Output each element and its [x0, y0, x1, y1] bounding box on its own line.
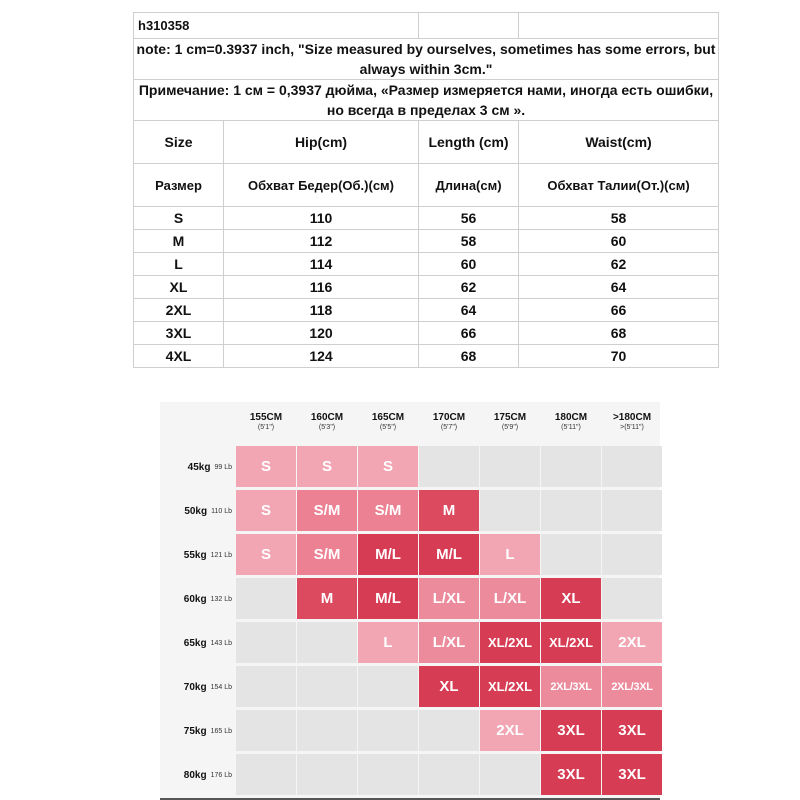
waist-cell: 64 — [519, 276, 719, 299]
weight-label — [160, 752, 235, 798]
table-row — [134, 299, 719, 322]
header-length-ru: Длина(см) — [419, 164, 519, 207]
size-recommendation-cell: L — [358, 622, 418, 663]
weight-label — [160, 664, 235, 710]
empty-grid-cell — [480, 446, 540, 487]
size-recommendation-cell: M — [297, 578, 357, 619]
size-recommendation-cell: S — [297, 446, 357, 487]
size-recommendation-cell: L — [480, 534, 540, 575]
size-recommendation-cell: XL/2XL — [480, 666, 540, 707]
empty-grid-cell — [358, 710, 418, 751]
weight-label — [160, 444, 235, 490]
weight-label — [160, 488, 235, 534]
weight-kg-label: 65kg — [183, 637, 207, 649]
empty-grid-cell — [541, 534, 601, 575]
height-ft-label: (5'7") — [440, 424, 458, 431]
weight-lb-label: 165 Lb — [210, 727, 232, 735]
weight-kg-label: 50kg — [184, 505, 208, 517]
length-cell: 66 — [419, 322, 519, 345]
empty-grid-cell — [236, 666, 296, 707]
table-row — [134, 207, 719, 230]
size-cell: L — [134, 253, 224, 276]
empty-grid-cell — [602, 578, 662, 619]
size-recommendation-grid — [160, 402, 660, 800]
size-recommendation-cell: 3XL — [541, 754, 601, 795]
hip-cell: 118 — [224, 299, 419, 322]
empty-grid-cell — [236, 578, 296, 619]
empty-grid-cell — [358, 754, 418, 795]
height-ft-label: (5'5") — [379, 424, 397, 431]
size-recommendation-cell: 2XL/3XL — [541, 666, 601, 707]
weight-kg-label: 45kg — [187, 461, 211, 473]
empty-grid-cell — [236, 754, 296, 795]
empty-grid-cell — [541, 490, 601, 531]
size-recommendation-cell: S/M — [297, 490, 357, 531]
size-recommendation-cell: S/M — [297, 534, 357, 575]
product-code-row — [134, 13, 719, 39]
size-cell: 3XL — [134, 322, 224, 345]
hip-cell: 116 — [224, 276, 419, 299]
size-recommendation-cell: S — [236, 446, 296, 487]
size-recommendation-cell: L/XL — [419, 578, 479, 619]
height-header — [602, 412, 662, 431]
size-recommendation-cell: L/XL — [480, 578, 540, 619]
empty-grid-cell — [480, 490, 540, 531]
header-waist: Waist(cm) — [519, 121, 719, 164]
size-recommendation-cell: 3XL — [602, 710, 662, 751]
height-ft-label: (5'1") — [257, 424, 275, 431]
size-recommendation-cell: 2XL — [480, 710, 540, 751]
size-cell: M — [134, 230, 224, 253]
weight-lb-label: 110 Lb — [211, 507, 232, 515]
size-recommendation-cell: M/L — [358, 534, 418, 575]
hip-cell: 114 — [224, 253, 419, 276]
empty-grid-cell — [358, 666, 418, 707]
size-recommendation-cell: 2XL/3XL — [602, 666, 662, 707]
weight-label — [160, 620, 235, 666]
empty-grid-cell — [419, 754, 479, 795]
size-recommendation-cell: 3XL — [602, 754, 662, 795]
size-recommendation-cell: S/M — [358, 490, 418, 531]
size-cell: S — [134, 207, 224, 230]
weight-lb-label: 132 Lb — [210, 595, 232, 603]
table-row — [134, 322, 719, 345]
empty-cell — [519, 13, 719, 39]
empty-cell — [419, 13, 519, 39]
hip-cell: 112 — [224, 230, 419, 253]
length-cell: 58 — [419, 230, 519, 253]
height-cm-label: 155CM — [249, 412, 283, 423]
weight-kg-label: 55kg — [183, 549, 207, 561]
weight-kg-label: 60kg — [183, 593, 207, 605]
height-cm-label: 160CM — [310, 412, 344, 423]
height-header — [419, 412, 479, 431]
size-recommendation-cell: S — [358, 446, 418, 487]
waist-cell: 66 — [519, 299, 719, 322]
height-header — [541, 412, 601, 431]
weight-lb-label: 154 Lb — [210, 683, 232, 691]
size-recommendation-cell: XL/2XL — [480, 622, 540, 663]
weight-kg-label: 75kg — [183, 725, 207, 737]
size-table — [133, 12, 719, 368]
note-ru: Примечание: 1 см = 0,3937 дюйма, «Размер измеряется нами, иногда есть ошибки, но всегда в пределах 3 см ». — [134, 80, 719, 121]
header-waist-ru: Обхват Талии(От.)(см) — [519, 164, 719, 207]
height-cm-label: 180CM — [554, 412, 588, 423]
hip-cell: 110 — [224, 207, 419, 230]
waist-cell: 58 — [519, 207, 719, 230]
size-cell: XL — [134, 276, 224, 299]
height-header — [480, 412, 540, 431]
weight-kg-label: 80kg — [183, 769, 207, 781]
size-recommendation-cell: S — [236, 490, 296, 531]
empty-grid-cell — [297, 754, 357, 795]
height-cm-label: 175CM — [493, 412, 527, 423]
height-cm-label: >180CM — [612, 412, 652, 423]
waist-cell: 62 — [519, 253, 719, 276]
table-row — [134, 230, 719, 253]
header-size-ru: Размер — [134, 164, 224, 207]
size-recommendation-cell: XL — [419, 666, 479, 707]
hip-cell: 120 — [224, 322, 419, 345]
header-size: Size — [134, 121, 224, 164]
empty-grid-cell — [419, 710, 479, 751]
size-recommendation-cell: L/XL — [419, 622, 479, 663]
height-cm-label: 165CM — [371, 412, 405, 423]
size-recommendation-cell: M/L — [419, 534, 479, 575]
height-header — [297, 412, 357, 431]
length-cell: 56 — [419, 207, 519, 230]
weight-label — [160, 576, 235, 622]
header-row-ru — [134, 164, 719, 207]
weight-lb-label: 121 Lb — [210, 551, 232, 559]
length-cell: 60 — [419, 253, 519, 276]
header-row-en — [134, 121, 719, 164]
waist-cell: 68 — [519, 322, 719, 345]
header-hip-ru: Обхват Бедер(Об.)(см) — [224, 164, 419, 207]
size-recommendation-cell: XL — [541, 578, 601, 619]
weight-kg-label: 70kg — [183, 681, 207, 693]
length-cell: 64 — [419, 299, 519, 322]
header-length: Length (cm) — [419, 121, 519, 164]
length-cell: 68 — [419, 345, 519, 368]
height-ft-label: (5'9") — [501, 424, 519, 431]
height-header — [236, 412, 296, 431]
size-recommendation-cell: S — [236, 534, 296, 575]
empty-grid-cell — [236, 710, 296, 751]
height-cm-label: 170CM — [432, 412, 466, 423]
note-en: note: 1 cm=0.3937 inch, "Size measured by ourselves, sometimes has some errors, but always within 3cm." — [134, 39, 719, 80]
size-recommendation-cell: M/L — [358, 578, 418, 619]
empty-grid-cell — [602, 534, 662, 575]
empty-grid-cell — [480, 754, 540, 795]
height-ft-label: >(5'11") — [620, 424, 644, 431]
empty-grid-cell — [297, 710, 357, 751]
size-cell: 4XL — [134, 345, 224, 368]
hip-cell: 124 — [224, 345, 419, 368]
height-ft-label: (5'11") — [561, 424, 581, 431]
height-header — [358, 412, 418, 431]
size-recommendation-cell: XL/2XL — [541, 622, 601, 663]
weight-lb-label: 143 Lb — [210, 639, 232, 647]
size-recommendation-cell: M — [419, 490, 479, 531]
empty-grid-cell — [602, 446, 662, 487]
size-recommendation-cell: 3XL — [541, 710, 601, 751]
empty-grid-cell — [297, 622, 357, 663]
height-ft-label: (5'3") — [318, 424, 336, 431]
waist-cell: 70 — [519, 345, 719, 368]
weight-label — [160, 708, 235, 754]
empty-grid-cell — [297, 666, 357, 707]
length-cell: 62 — [419, 276, 519, 299]
empty-grid-cell — [236, 622, 296, 663]
note-en-row — [134, 39, 719, 80]
product-code: h310358 — [134, 13, 419, 39]
table-row — [134, 345, 719, 368]
empty-grid-cell — [419, 446, 479, 487]
table-row — [134, 276, 719, 299]
table-row — [134, 253, 719, 276]
header-hip: Hip(cm) — [224, 121, 419, 164]
size-cell: 2XL — [134, 299, 224, 322]
weight-label — [160, 532, 235, 578]
weight-lb-label: 99 Lb — [214, 463, 232, 471]
empty-grid-cell — [541, 446, 601, 487]
size-recommendation-cell: 2XL — [602, 622, 662, 663]
empty-grid-cell — [602, 490, 662, 531]
note-ru-row — [134, 80, 719, 121]
waist-cell: 60 — [519, 230, 719, 253]
weight-lb-label: 176 Lb — [210, 771, 232, 779]
